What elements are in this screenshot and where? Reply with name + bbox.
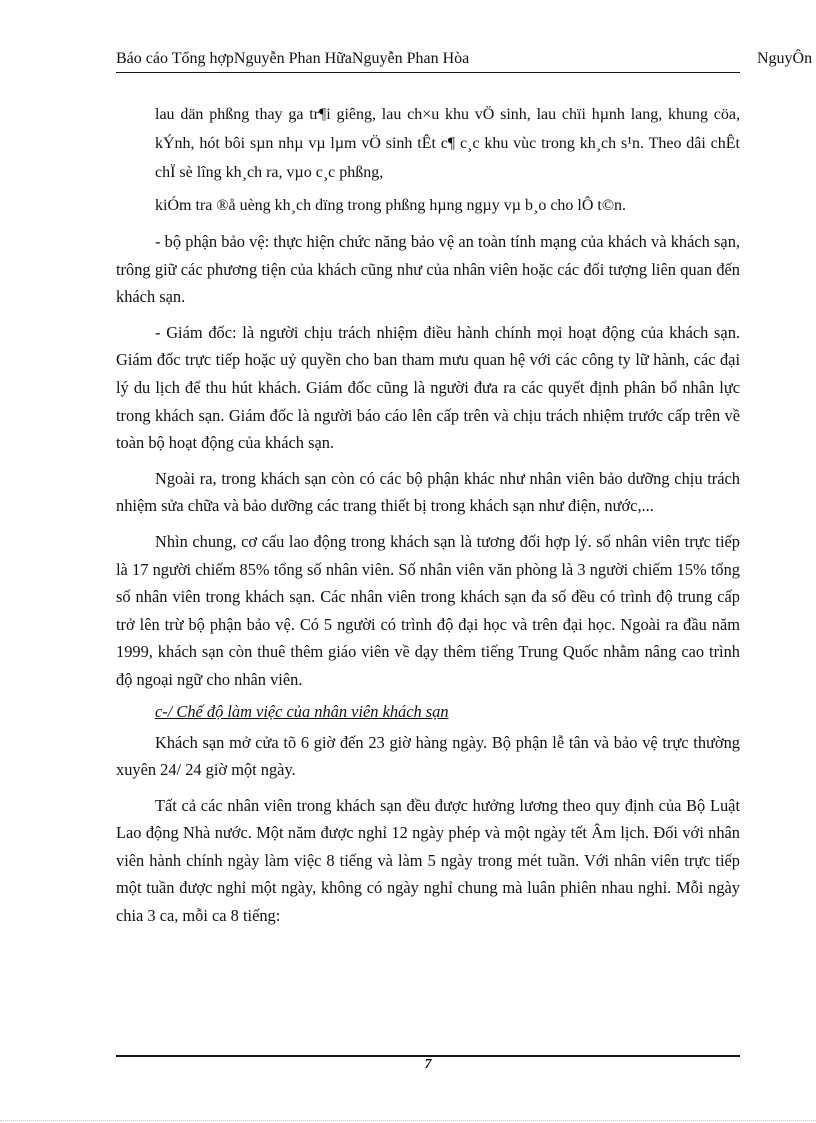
header-right-text: NguyÔn	[757, 50, 813, 67]
paragraph-wages-leave: Tất cả các nhân viên trong khách sạn đều được hưởng lương theo quy định của Bộ Luật Lao động Nhà nước. Một năm được nghỉ 12 ngày phép và một ngày tết Âm lịch. Đối với nhân viên hành chính ngày làm việc 8 tiếng và làm 5 ngày trong mét tuần. Với nhân viên trực tiếp một tuần được nghỉ một ngày, không có ngày nghỉ chung mà luân phiên nhau nghỉ. Mỗi ngày chia 3 ca, mỗi ca 8 tiếng:	[116, 795, 740, 926]
paragraph-housekeeping-duties: lau dän phßng thay ga tr¶i giêng, lau ch×u khu vÖ sinh, lau chïi hµnh lang, khung cöa, kÝnh, hót bôi sµn nhµ vµ lµm vÖ sinh tÊt c¶ c¸c khu vùc trong kh¸ch s¹n. Theo dâi chÊt chÏ sè lîng kh¸ch ra, vµo c¸c phßng,	[155, 106, 740, 181]
running-header	[116, 48, 816, 74]
section-heading-work-regime: c-/ Chế độ làm việc của nhân viên khách sạn	[155, 701, 449, 721]
header-left-text: Báo cáo Tổng hợpNguyễn Phan HữaNguyễn Phan Hòa	[116, 50, 470, 67]
paragraph-other-departments: Ngoài ra, trong khách sạn còn có các bộ phận khác như nhân viên bảo dưỡng chịu trách nhiệm sửa chữa và bảo dưỡng các trang thiết bị trong khách sạn như điện, nước,...	[116, 468, 740, 516]
page-number: 7	[424, 1057, 432, 1072]
paragraph-labor-structure: Nhìn chung, cơ cấu lao động trong khách sạn là tương đối hợp lý. số nhân viên trực tiếp là 17 người chiếm 85% tổng số nhân viên. Số nhân viên văn phòng là 3 người chiếm 15% tổng số nhân viên trong khách sạn. Các nhân viên trong khách sạn đa số đều có trình độ trung cấp trở lên trừ bộ phận bảo vệ. Có 5 người có trình độ đại học và trên đại học. Ngoài ra đầu năm 1999, khách sạn còn thuê thêm giáo viên về dạy thêm tiếng Trung Quốc nhằm nâng cao trình độ ngoại ngữ cho nhân viên.	[116, 531, 740, 689]
header-rule	[116, 72, 740, 73]
paragraph-security-dept: - bộ phận bảo vệ: thực hiện chức năng bảo vệ an toàn tính mạng của khách và khách sạn, trông giữ các phương tiện của khách cũng như của nhân viên hoặc các đối tượng liên quan đến khách sạn.	[116, 232, 740, 307]
paragraph-housekeeping-check: kiÓm tra ®å uèng kh¸ch dïng trong phßng hµng ngµy vµ b¸o cho lÔ t©n.	[155, 197, 627, 214]
page-bottom-edge	[0, 1120, 816, 1121]
document-body	[116, 100, 740, 930]
paragraph-opening-hours: Khách sạn mở cửa tõ 6 giờ đến 23 giờ hàng ngày. Bộ phận lễ tân và bảo vệ trực thường xuyên 24/ 24 giờ một ngày.	[116, 732, 740, 780]
paragraph-director: - Giám đốc: là người chịu trách nhiệm điều hành chính mọi hoạt động của khách sạn. Giám đốc trực tiếp hoặc uỷ quyền cho ban tham mưu quan hệ với các công ty lữ hành, các đại lý du lịch để thu hút khách. Giám đốc cũng là người đưa ra các quyết định phân bổ nhân lực trong khách sạn. Giám đốc là người báo cáo lên cấp trên và chịu trách nhiệm trước cấp trên về toàn bộ hoạt động của khách sạn.	[116, 322, 740, 453]
